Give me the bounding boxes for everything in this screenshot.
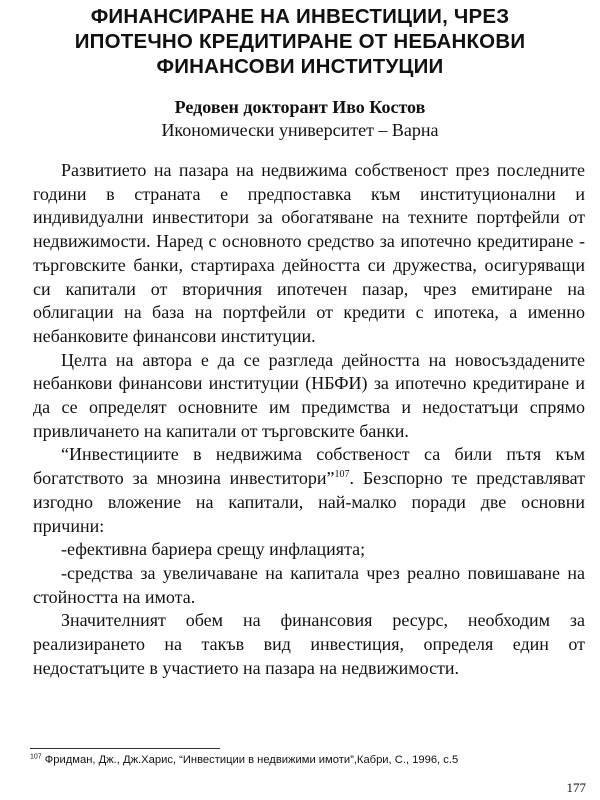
article-title — [30, 4, 570, 79]
author-name: Редовен докторант Иво Костов — [174, 97, 426, 117]
page-number: 177 — [566, 780, 586, 795]
list-item-2: -средства за увеличаване на капитала чрез реално повишаване на стойността на имота. — [33, 562, 585, 607]
paragraph-4: Значителният обем на финансовия ресурс, необходим за реализирането на такъв вид инвестиция, определя един от недостатъците в участието на пазара на недвижимости. — [33, 610, 585, 678]
footnote-number: 107 — [30, 753, 42, 761]
paragraph-2: Целта на автора е да се разгледа дейността на новосъздадените небанкови финансови институции (НБФИ) за ипотечно кредитиране и да се определят основните им предимства и недостатъци спрямо привличането на капитали от търговските банки. — [33, 349, 585, 441]
footnote-text: Фридман, Дж., Дж.Харис, “Инвестиции в недвижими имоти”,Кабри, С., 1996, с.5 — [41, 754, 459, 766]
title-line-2: ИПОТЕЧНО КРЕДИТИРАНЕ ОТ НЕБАНКОВИ — [74, 30, 526, 53]
paragraph-3-quote: “Инвестициите в недвижима собственост са били пътя към богатството за мнозина инвеститори” — [33, 444, 585, 489]
list-item-1: -ефективна бариера срещу инфлацията; — [61, 539, 366, 560]
paragraph-1: Развитието на пазара на недвижима собственост през последните години в страната е предпоставка към институционални и индивидуални инвеститори за обогатяване на техните портфейли от недвижимости. Наред с основното средство за ипотечно кредитиране - търговските банки, стартираха дейността си дружества, осигуряващи си капитали от вторичния ипотечен пазар, чрез емитиране на облигации на база на портфейли от кредити с ипотека, а именно небанковите финансови институции. — [33, 160, 585, 346]
author-affiliation: Икономически университет – Варна — [161, 120, 439, 140]
footnote — [30, 753, 590, 767]
article-body — [33, 159, 585, 680]
footnote-divider — [30, 748, 220, 749]
footnote-reference[interactable]: 107 — [334, 469, 350, 481]
paragraph-3-rest: . Безспорно те представляват изгодно вложение на капитали, най-малко поради две основни причини: — [33, 468, 585, 536]
title-line-3: ФИНАНСОВИ ИНСТИТУЦИИ — [156, 55, 444, 78]
paragraph-3 — [33, 443, 585, 538]
title-line-1: ФИНАНСИРАНЕ НА ИНВЕСТИЦИИ, ЧРЕЗ — [90, 5, 510, 28]
